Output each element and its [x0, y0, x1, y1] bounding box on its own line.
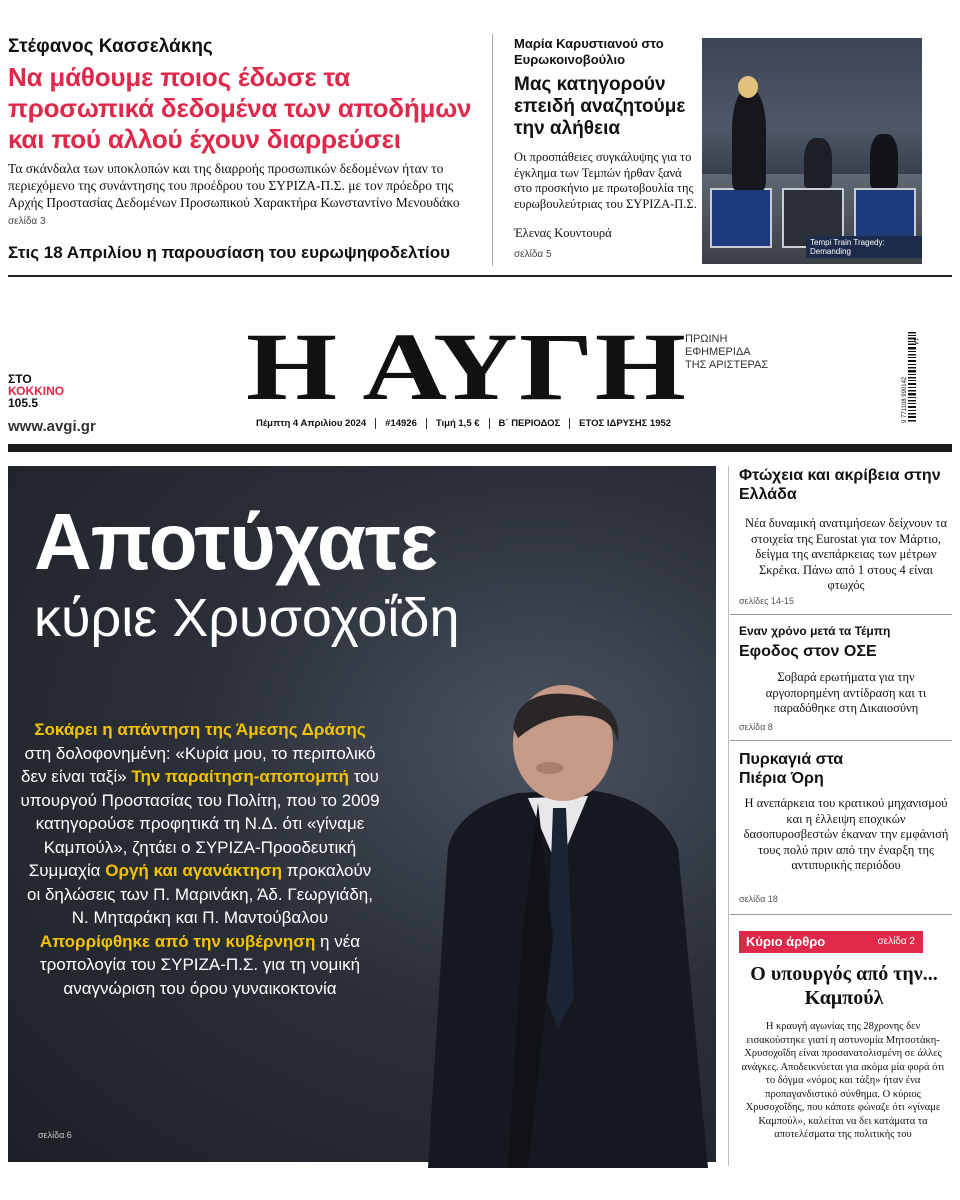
main-headline-line-2[interactable]: κύριε Χρυσοχοΐδη: [34, 588, 460, 648]
sidebar-story-page: σελίδα 18: [739, 894, 778, 904]
sidebar-story-page: σελίδες 14-15: [739, 596, 794, 606]
sidebar-story[interactable]: [739, 466, 953, 504]
issue-date: Πέμπτη 4 Απριλίου 2024: [256, 418, 367, 429]
sidebar-story[interactable]: [739, 750, 953, 788]
sidebar-story-headline: Εφοδος στον ΟΣΕ: [739, 643, 877, 660]
sidebar-story-body: Νέα δυναμική ανατιμήσεων δείχνουν τα στοιχεία της Eurostat για τον Μάρτιο, δείγμα της ανεπάρκειας των μέτρων Σκρέκα. Πάνω από 1 στους 4 είναι φτωχός: [744, 516, 948, 592]
tagline-line-1: ΠΡΩΙΝΗ: [685, 333, 728, 345]
teaser-right-body: Οι προσπάθειες συγκάλυψης για το έγκλημα των Τεμπών ήρθαν ξανά στο προσκήνιο με πρωτοβουλία της ευρωβουλεύτριας του ΣΥΡΙΖΑ-Π.Σ.: [514, 150, 697, 211]
teaser-left-body-text: Τα σκάνδαλα των υποκλοπών και της διαρροής προσωπικών δεδομένων ήταν το περιεχόμενο της συνάντησης του προέδρου του ΣΥΡΙΖΑ-Π.Σ. με τον πρόεδρο της Αρχής Προστασίας Δεδομένων Προσωπικού Χαρακτήρα Κωνσταντίνο Μενουδάκο: [8, 161, 460, 210]
sidebar-story-headline: Φτώχεια και ακρίβεια στην Ελλάδα: [739, 467, 941, 503]
teaser-divider: [492, 34, 493, 266]
teaser-right-page: σελίδα 5: [514, 249, 552, 260]
tagline-line-3: ΤΗΣ ΑΡΙΣΤΕΡΑΣ: [685, 359, 769, 371]
sidebar-story-body: Σοβαρά ερωτήματα για την αργοπορημένη αντίδραση και τι παραδόθηκε στη Δικαιοσύνη: [765, 670, 927, 715]
editorial-page: σελίδα 2: [877, 936, 915, 947]
photo-eu-panel: [710, 188, 772, 248]
lead-text: του υπουργού Προστασίας του Πολίτη, που το 2009 κατηγορούσε προφητικά τη Ν.Δ. ότι «γίναμε Καμπούλ», ζητάει ο ΣΥΡΙΖΑ-Προοδευτική Συμμαχία: [20, 767, 380, 880]
lead-highlight: Σοκάρει η απάντηση της Άμεσης Δράσης: [34, 720, 366, 739]
masthead-meta: [246, 418, 680, 429]
photo-speaker-head: [738, 76, 758, 98]
main-lead: [20, 718, 380, 1000]
radio-line-3: 105.5: [8, 396, 39, 410]
masthead-rule: [8, 444, 952, 452]
sidebar-story-page: σελίδα 8: [739, 722, 773, 732]
issue-period: Β΄ ΠΕΡΙΟΔΟΣ: [489, 418, 570, 429]
photo-speaker-figure: [732, 90, 766, 190]
issue-number: #14926: [375, 418, 426, 429]
photo-person-figure: [804, 138, 832, 188]
tagline-line-2: ΕΦΗΜΕΡΙΔΑ: [685, 346, 751, 358]
sidebar-rule: [730, 614, 952, 615]
radio-line-1: ΣΤΟ: [8, 372, 32, 386]
lead-highlight: Απορρίφθηκε από την κυβέρνηση: [39, 931, 316, 951]
photo-caption: Tempi Train Tragedy: Demanding: [806, 236, 922, 258]
issue-price: Τιμή 1,5 €: [426, 418, 489, 429]
barcode: [897, 332, 917, 424]
teaser-left-headline[interactable]: Να μάθουμε ποιος έδωσε τα προσωπικά δεδομένα των αποδήμων και πού αλλού έχουν διαρρεύσει: [8, 62, 472, 154]
radio-line-2: ΚΟΚΚΙΝΟ: [8, 384, 65, 398]
teaser-left-page: σελίδα 3: [8, 216, 46, 227]
editorial-headline[interactable]: Ο υπουργός από την... Καμπούλ: [750, 963, 938, 1009]
parliament-photo[interactable]: [702, 38, 922, 264]
teaser-right-author: Έλενας Κουντουρά: [514, 226, 612, 240]
sidebar-story-kicker: Εναν χρόνο μετά τα Τέμπη: [739, 624, 891, 638]
top-rule: [8, 275, 952, 277]
masthead-title: Η ΑΥΓΗ: [246, 313, 688, 420]
sidebar-story-headline: Πυρκαγιά στα Πιέρια Όρη: [739, 751, 844, 787]
teaser-left-body: [8, 160, 483, 230]
sidebar-divider: [728, 466, 729, 1166]
editorial-label-text: Κύριο άρθρο: [746, 934, 826, 949]
founded-year: ΕΤΟΣ ΙΔΡΥΣΗΣ 1952: [569, 418, 680, 429]
editorial-body: Η κραυγή αγωνίας της 28χρονης δεν εισακούστηκε γιατί η αστυνομία Μητσοτάκη-Χρυσοχοΐδη είναι προσανατολισμένη σε άλλες ανάγκες. Αποδεικνύεται για ακόμα μία φορά ότι το δόγμα «νόμος και τάξη» ήταν ένα προπαγανδιστικό σύνθημα. Ο κύριος Χρυσοχοΐδης, που κάποτε φώναζε ότι «γίναμε Καμπούλ», καλείται να δει κατάματα τα αποτελέσματα της πολιτικής του: [741, 1021, 945, 1140]
teaser-left-kicker: Στέφανος Κασσελάκης: [8, 36, 213, 57]
sidebar-story-body: Η ανεπάρκεια του κρατικού μηχανισμού και η έλλειψη εποχικών δασοπυροσβεστών έκαναν την εμφάνισή τους πολύ πριν από την έναρξη της αντιπυρικής περιόδου: [743, 796, 949, 872]
lead-highlight: Την παραίτηση-αποπομπή: [131, 767, 350, 786]
sidebar-rule: [730, 740, 952, 741]
sidebar-rule: [730, 914, 952, 915]
masthead-tagline: [685, 333, 768, 372]
teaser-right-kicker: Μαρία Καρυστιανού στο Ευρωκοινοβούλιο: [514, 36, 664, 67]
barcode-issue: 14: [912, 338, 918, 345]
teaser-right-headline[interactable]: Μας κατηγορούν επειδή αναζητούμε την αλήθεια: [514, 74, 686, 139]
lead-text: προκαλούν οι δηλώσεις των Π. Μαρινάκη, Άδ. Γεωργιάδη, Ν. Μηταράκη και Π. Μαντούβαλου: [27, 861, 373, 927]
photo-person-figure: [870, 134, 898, 188]
teaser-left-footer[interactable]: Στις 18 Απριλίου η παρουσίαση του ευρωψηφοδελτίου: [8, 243, 451, 262]
lead-highlight: Οργή και αγανάκτηση: [105, 861, 283, 880]
sidebar-story[interactable]: [739, 642, 953, 661]
lead-text: στη δολοφονημένη: «Κυρία μου, το περιπολικό δεν είναι ταξί»: [21, 743, 376, 786]
website-link[interactable]: www.avgi.gr: [8, 418, 96, 435]
barcode-number: 9 771108 990142: [902, 376, 908, 423]
main-headline-line-1[interactable]: Αποτύχατε: [34, 497, 437, 586]
minister-figure: [388, 698, 718, 1168]
main-page-ref: σελίδα 6: [38, 1130, 72, 1140]
radio-logo[interactable]: [8, 373, 64, 409]
editorial-label: [739, 931, 923, 953]
lead-text: η νέα τροπολογία του ΣΥΡΙΖΑ-Π.Σ. για τη νομική αναγνώριση του όρου γυναικοκτονία: [39, 931, 361, 998]
